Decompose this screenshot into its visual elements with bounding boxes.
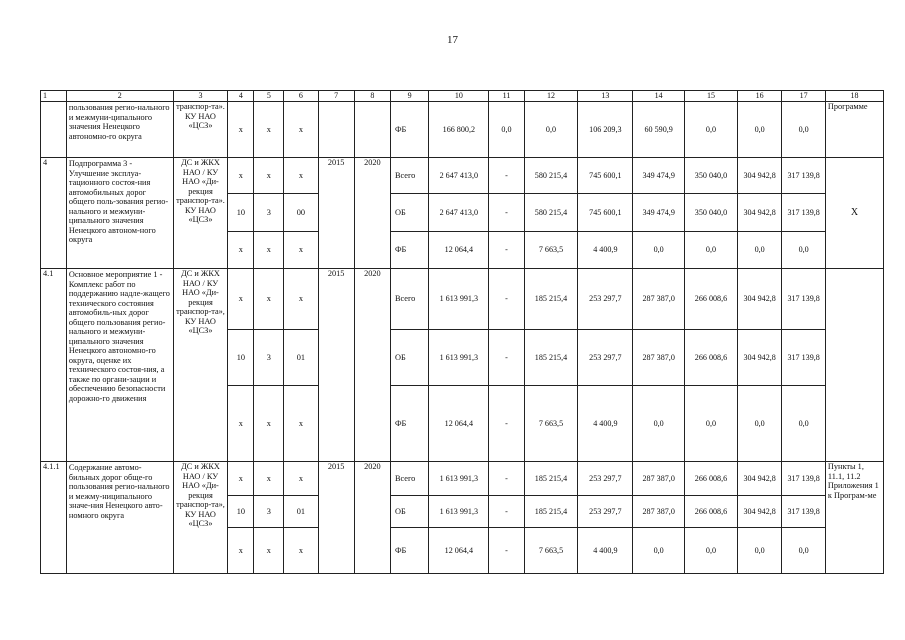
value-cell: 0,0 [633,232,685,269]
value-cell: 304 942,8 [737,269,782,330]
funding-source-cell: ОБ [390,194,428,232]
header-cell: 2 [66,91,173,102]
header-row [41,91,884,102]
value-cell: 4 400,9 [578,528,633,574]
header-cell: 6 [284,91,318,102]
budget-table [40,90,884,574]
header-cell: 15 [685,91,738,102]
code-cell: х [284,232,318,269]
start-year-cell: 2015 [318,462,354,574]
value-cell: - [489,330,524,386]
code-cell: х [228,232,254,269]
value-cell: 0,0 [782,102,825,158]
value-cell: 317 139,8 [782,269,825,330]
funding-source-cell: Всего [390,158,428,194]
executor-cell: ДС и ЖКХ НАО / КУ НАО «Ди-рекция транспор-та», КУ НАО «ЦСЗ» [173,462,228,574]
row-number-cell: 4 [41,158,67,269]
total-cell: 1 613 991,3 [429,269,489,330]
notes-cell: Пункты 1, 11.1, 11.2 Приложения 1 к Програм-ме [825,462,883,574]
code-cell: 01 [284,496,318,528]
code-cell: х [284,462,318,496]
table-row [41,269,884,330]
value-cell: 7 663,5 [524,528,578,574]
value-cell: - [489,528,524,574]
header-cell: 8 [354,91,390,102]
value-cell: - [489,232,524,269]
code-cell: х [284,102,318,158]
funding-source-cell: Всего [390,462,428,496]
code-cell: 3 [254,330,284,386]
value-cell: - [489,269,524,330]
end-year-cell [354,102,390,158]
value-cell: 253 297,7 [578,496,633,528]
value-cell: 317 139,8 [782,496,825,528]
value-cell: 580 215,4 [524,158,578,194]
value-cell: 580 215,4 [524,194,578,232]
value-cell: 317 139,8 [782,194,825,232]
notes-cell: Х [825,158,883,269]
value-cell: 185 215,4 [524,269,578,330]
value-cell: 0,0 [737,102,782,158]
value-cell: - [489,194,524,232]
value-cell: - [489,496,524,528]
value-cell: 4 400,9 [578,386,633,462]
funding-source-cell: ФБ [390,386,428,462]
value-cell: 287 387,0 [633,330,685,386]
total-cell: 1 613 991,3 [429,330,489,386]
value-cell: 0,0 [633,528,685,574]
table-body [41,91,884,574]
activity-name-cell: Подпрограмма 3 - Улучшение эксплуа-тационного состоя-ния автомобильных дорог общего поль-зования регио-нального и межмуни-ципального значения Ненецкого автоном-ного округа [66,158,173,269]
code-cell: х [284,158,318,194]
value-cell: - [489,462,524,496]
header-cell: 13 [578,91,633,102]
value-cell: 185 215,4 [524,330,578,386]
value-cell: 266 008,6 [685,330,738,386]
code-cell: 10 [228,194,254,232]
code-cell: 10 [228,330,254,386]
value-cell: 7 663,5 [524,232,578,269]
total-cell: 1 613 991,3 [429,462,489,496]
code-cell: х [254,232,284,269]
header-cell: 10 [429,91,489,102]
end-year-cell: 2020 [354,462,390,574]
code-cell: х [254,386,284,462]
value-cell: 0,0 [633,386,685,462]
value-cell: 266 008,6 [685,496,738,528]
code-cell: х [228,528,254,574]
start-year-cell: 2015 [318,269,354,462]
value-cell: 0,0 [489,102,524,158]
start-year-cell [318,102,354,158]
funding-source-cell: ФБ [390,528,428,574]
value-cell: - [489,158,524,194]
code-cell: х [228,386,254,462]
code-cell: х [228,269,254,330]
table-row [41,462,884,496]
header-cell: 5 [254,91,284,102]
value-cell: 304 942,8 [737,496,782,528]
value-cell: - [489,386,524,462]
funding-source-cell: ОБ [390,496,428,528]
value-cell: 350 040,0 [685,158,738,194]
page-number: 17 [447,34,458,46]
activity-name-cell: пользования регио-нального и межмуни-ципального значения Ненецкого автономно-го округа [66,102,173,158]
total-cell: 2 647 413,0 [429,194,489,232]
value-cell: 0,0 [782,386,825,462]
header-cell: 18 [825,91,883,102]
code-cell: х [284,386,318,462]
total-cell: 12 064,4 [429,232,489,269]
value-cell: 350 040,0 [685,194,738,232]
value-cell: 0,0 [685,528,738,574]
value-cell: 4 400,9 [578,232,633,269]
start-year-cell: 2015 [318,158,354,269]
value-cell: 185 215,4 [524,496,578,528]
header-cell: 7 [318,91,354,102]
header-cell: 17 [782,91,825,102]
value-cell: 106 209,3 [578,102,633,158]
header-cell: 4 [228,91,254,102]
executor-cell: транспор-та». КУ НАО «ЦСЗ» [173,102,228,158]
value-cell: 7 663,5 [524,386,578,462]
value-cell: 185 215,4 [524,462,578,496]
total-cell: 2 647 413,0 [429,158,489,194]
total-cell: 1 613 991,3 [429,496,489,528]
value-cell: 253 297,7 [578,269,633,330]
code-cell: х [254,102,284,158]
row-number-cell: 4.1 [41,269,67,462]
code-cell: 3 [254,194,284,232]
value-cell: 304 942,8 [737,330,782,386]
code-cell: х [228,102,254,158]
value-cell: 304 942,8 [737,158,782,194]
code-cell: 00 [284,194,318,232]
value-cell: 253 297,7 [578,462,633,496]
code-cell: х [254,269,284,330]
value-cell: 317 139,8 [782,462,825,496]
value-cell: 0,0 [737,232,782,269]
code-cell: х [284,528,318,574]
value-cell: 317 139,8 [782,158,825,194]
table-row [41,158,884,194]
value-cell: 0,0 [782,232,825,269]
total-cell: 12 064,4 [429,528,489,574]
notes-cell: Программе [825,102,883,158]
value-cell: 304 942,8 [737,194,782,232]
header-cell: 1 [41,91,67,102]
value-cell: 287 387,0 [633,496,685,528]
notes-cell [825,269,883,462]
header-cell: 16 [737,91,782,102]
code-cell: 01 [284,330,318,386]
executor-cell: ДС и ЖКХ НАО / КУ НАО «Ди-рекция транспор-та», КУ НАО «ЦСЗ» [173,269,228,462]
value-cell: 349 474,9 [633,194,685,232]
header-cell: 9 [390,91,428,102]
code-cell: х [228,158,254,194]
value-cell: 266 008,6 [685,269,738,330]
value-cell: 0,0 [782,528,825,574]
value-cell: 304 942,8 [737,462,782,496]
value-cell: 287 387,0 [633,269,685,330]
executor-cell: ДС и ЖКХ НАО / КУ НАО «Ди-рекция транспор-та». КУ НАО «ЦСЗ» [173,158,228,269]
value-cell: 253 297,7 [578,330,633,386]
row-number-cell: 4.1.1 [41,462,67,574]
value-cell: 349 474,9 [633,158,685,194]
funding-source-cell: ОБ [390,330,428,386]
activity-name-cell: Содержание автомо-бильных дорог обще-го пользования регио-нального и межму-ниципального значе-ния Ненецкого авто-номного округа [66,462,173,574]
code-cell: х [254,528,284,574]
header-cell: 14 [633,91,685,102]
value-cell: 0,0 [685,232,738,269]
activity-name-cell: Основное мероприятие 1 - Комплекс работ по поддержанию надле-жащего технического состояния автомобиль-ных дорог общего пользования регио-нального и межмуни-ципального значения Ненецкого автономно-го округа, оценке их технического состоя-ния, а также по органи-зации и обеспечению безопасности дорожно-го движения [66,269,173,462]
value-cell: 60 590,9 [633,102,685,158]
total-cell: 166 800,2 [429,102,489,158]
code-cell: х [284,269,318,330]
value-cell: 0,0 [524,102,578,158]
code-cell: 10 [228,496,254,528]
code-cell: х [228,462,254,496]
value-cell: 317 139,8 [782,330,825,386]
header-cell: 12 [524,91,578,102]
table-row [41,102,884,158]
code-cell: х [254,462,284,496]
funding-source-cell: Всего [390,269,428,330]
code-cell: х [254,158,284,194]
value-cell: 0,0 [737,528,782,574]
total-cell: 12 064,4 [429,386,489,462]
header-cell: 11 [489,91,524,102]
row-number-cell [41,102,67,158]
funding-source-cell: ФБ [390,102,428,158]
value-cell: 287 387,0 [633,462,685,496]
code-cell: 3 [254,496,284,528]
value-cell: 266 008,6 [685,462,738,496]
end-year-cell: 2020 [354,158,390,269]
value-cell: 745 600,1 [578,194,633,232]
value-cell: 0,0 [737,386,782,462]
value-cell: 0,0 [685,102,738,158]
value-cell: 745 600,1 [578,158,633,194]
end-year-cell: 2020 [354,269,390,462]
value-cell: 0,0 [685,386,738,462]
header-cell: 3 [173,91,228,102]
funding-source-cell: ФБ [390,232,428,269]
